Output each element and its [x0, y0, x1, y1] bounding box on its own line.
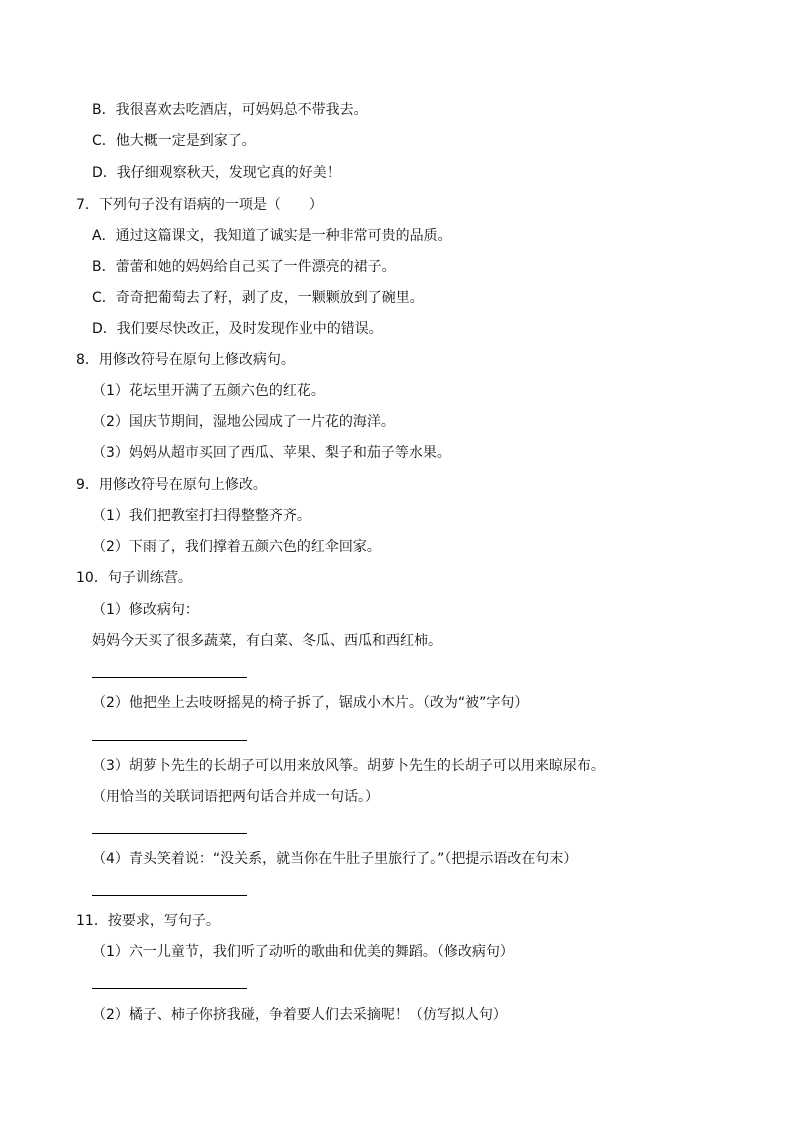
question-8: 8．用修改符号在原句上修改病句。: [76, 352, 295, 368]
sub-8-2: （2）国庆节期间，湿地公园成了一片花的海洋。: [92, 414, 395, 430]
question-9: 9．用修改符号在原句上修改。: [76, 477, 267, 493]
answer-blank-10-4[interactable]: [92, 895, 247, 896]
option-7b: B．蕾蕾和她的妈妈给自己买了一件漂亮的裙子。: [92, 259, 396, 275]
option-7d: D．我们要尽快改正，及时发现作业中的错误。: [92, 321, 383, 337]
answer-blank-10-2[interactable]: [92, 740, 247, 741]
option-6b: B．我很喜欢去吃酒店，可妈妈总不带我去。: [92, 102, 368, 118]
answer-blank-10-1[interactable]: [92, 677, 247, 678]
question-7: 7．下列句子没有语病的一项是（ ）: [76, 197, 323, 213]
answer-blank-11-1[interactable]: [92, 988, 247, 989]
option-7a: A．通过这篇课文，我知道了诚实是一种非常可贵的品质。: [92, 228, 452, 244]
sub-9-1: （1）我们把教室打扫得整整齐齐。: [92, 508, 311, 524]
question-10: 10．句子训练营。: [76, 570, 192, 586]
option-6c: C．他大概一定是到家了。: [92, 133, 256, 149]
sub-11-2: （2）橘子、柿子你挤我碰，争着要人们去采摘呢！（仿写拟人句）: [92, 1007, 507, 1023]
answer-blank-10-3[interactable]: [92, 833, 247, 834]
option-7c: C．奇奇把葡萄去了籽，剥了皮，一颗颗放到了碗里。: [92, 290, 424, 306]
sub-10-1: （1）修改病句：: [92, 602, 199, 618]
sub-9-2: （2）下雨了，我们撑着五颜六色的红伞回家。: [92, 539, 381, 555]
sub-10-1-sentence: 妈妈今天买了很多蔬菜，有白菜、冬瓜、西瓜和西红柿。: [92, 633, 442, 649]
sub-10-3-instruction: （用恰当的关联词语把两句话合并成一句话。）: [92, 789, 379, 805]
sub-8-3: （3）妈妈从超市买回了西瓜、苹果、梨子和茄子等水果。: [92, 445, 451, 461]
sub-10-2: （2）他把坐上去吱呀摇晃的椅子拆了，锯成小木片。（改为“被”字句）: [92, 695, 529, 711]
sub-10-3: （3）胡萝卜先生的长胡子可以用来放风筝。胡萝卜先生的长胡子可以用来晾尿布。: [92, 758, 605, 774]
question-11: 11．按要求，写句子。: [76, 913, 220, 929]
sub-8-1: （1）花坛里开满了五颜六色的红花。: [92, 383, 325, 399]
sub-10-4: （4）青头笑着说：“没关系，就当你在牛肚子里旅行了。”（把提示语改在句末）: [92, 851, 578, 867]
option-6d: D．我仔细观察秋天，发现它真的好美！: [92, 165, 341, 181]
sub-11-1: （1）六一儿童节，我们听了动听的歌曲和优美的舞蹈。（修改病句）: [92, 944, 514, 960]
